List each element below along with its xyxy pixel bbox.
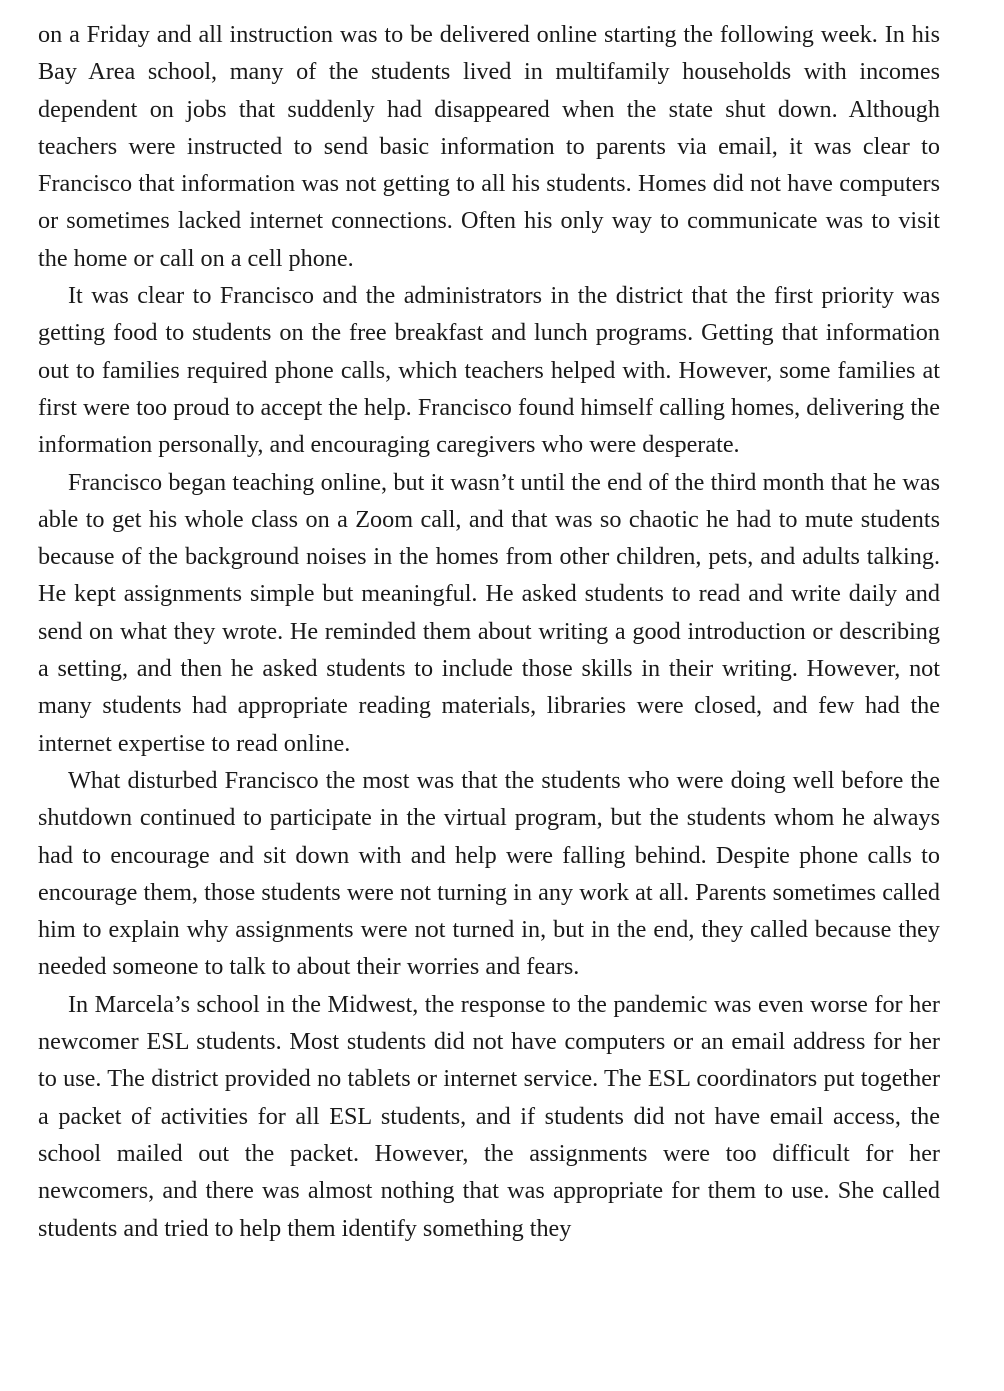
- paragraph-falling-behind: What disturbed Francisco the most was that the students who were doing well before the shutdown continued to participate in the virtual program, but the students whom he always had to encourage and sit down with and help were falling behind. Despite phone calls to encourage them, those students were not turning in any work at all. Parents sometimes called him to explain why assignments were not turned in, but in the end, they called because they needed someone to talk to about their worries and fears.: [38, 766, 940, 981]
- paragraph-continuation: on a Friday and all instruction was to be delivered online starting the following week. In his Bay Area school, many of the students lived in multifamily households with incomes dependent on jobs that suddenly had disappeared when the state shut down. Although teachers were instructed to send basic information to parents via email, it was clear to Francisco that information was not getting to all his students. Homes did not have computers or sometimes lacked internet connections. Often his only way to communicate was to visit the home or call on a cell phone.: [38, 21, 940, 272]
- paragraph-marcela-school: In Marcela’s school in the Midwest, the response to the pandemic was even worse for her newcomer ESL students. Most students did not have computers or an email address for her to use. The district provided no tablets or internet service. The ESL coordinators put together a packet of activities for all ESL students, and if students did not have email access, the school mailed out the packet. However, the assignments were too difficult for her newcomers, and there was almost nothing that was appropriate for them to use. She called students and tried to help them identify something they: [38, 990, 940, 1242]
- paragraph-food-priority: It was clear to Francisco and the administrators in the district that the first priority was getting food to students on the free breakfast and lunch programs. Getting that information out to families required phone calls, which teachers helped with. However, some families at first were too proud to accept the help. Francisco found himself calling homes, delivering the information personally, and encouraging caregivers who were desperate.: [38, 282, 940, 459]
- document-page: [38, 16, 940, 1247]
- paragraph-teaching-online: Francisco began teaching online, but it wasn’t until the end of the third month that he was able to get his whole class on a Zoom call, and that was so chaotic he had to mute students because of the background noises in the homes from other children, pets, and adults talking. He kept assignments simple but meaningful. He asked students to read and write daily and send on what they wrote. He reminded them about writing a good introduction or describing a setting, and then he asked students to include those skills in their writing. However, not many students had appropriate reading materials, libraries were closed, and few had the internet expertise to read online.: [38, 468, 940, 757]
